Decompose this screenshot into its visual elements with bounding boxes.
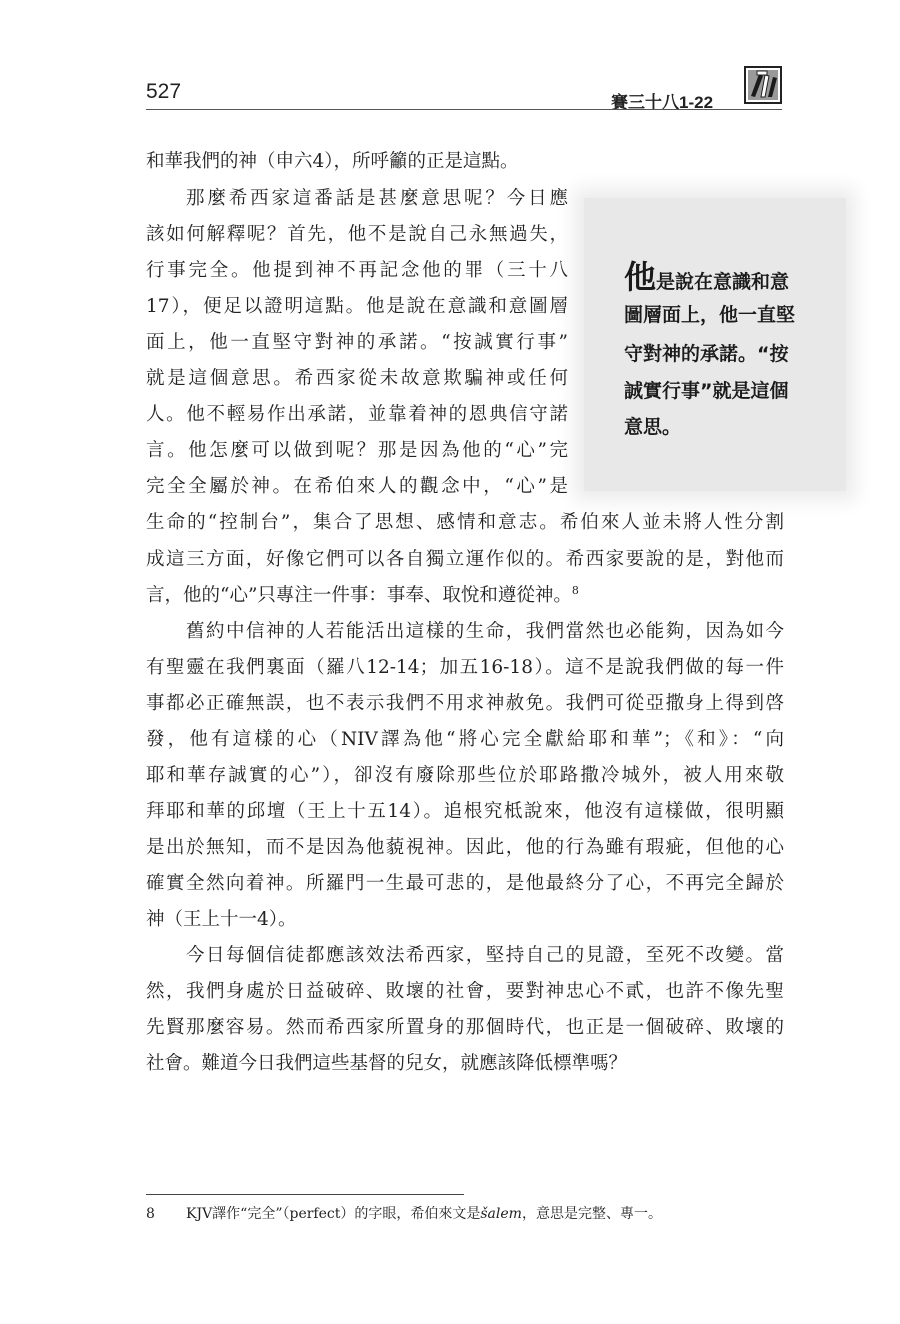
pull-quote-line: 圖層面上，他一直堅 xyxy=(624,304,796,326)
text-line: 發，他有這樣的心（NIV譯為他“將心完全獻給耶和華”；《和》：“向 xyxy=(146,729,784,750)
footnote xyxy=(146,1203,662,1223)
text-line: 人。他不輕易作出承諾，並靠着神的恩典信守諾 xyxy=(146,404,568,425)
header-rule xyxy=(146,109,782,110)
footnote-number: 8 xyxy=(146,1206,155,1222)
pull-quote-line: 誠實行事”就是這個 xyxy=(624,380,789,402)
text-line: 就是這個意思。希西家從未故意欺騙神或任何 xyxy=(146,368,568,389)
footnote-rule xyxy=(146,1194,464,1195)
text-line: 言。他怎麼可以做到呢？那是因為他的“心”完 xyxy=(146,440,568,461)
text-line: 先賢那麼容易。然而希西家所置身的那個時代，也正是一個破碎、敗壞的 xyxy=(146,1017,784,1038)
text-line: 然，我們身處於日益破碎、敗壞的社會，要對神忠心不貳，也許不像先聖 xyxy=(146,981,784,1002)
text-line: 行事完全。他提到神不再記念他的罪（三十八 xyxy=(146,260,568,281)
text-line: 神（王上十一4）。 xyxy=(146,909,297,930)
text-line: 耶和華存誠實的心”），卻沒有廢除那些位於耶路撒冷城外，被人用來敬 xyxy=(146,765,784,786)
text-line: 是出於無知，而不是因為他藐視神。因此，他的行為雖有瑕疵，但他的心 xyxy=(146,837,784,858)
text-line: 社會。難道今日我們這些基督的兒女，就應該降低標準嗎？ xyxy=(146,1053,628,1074)
text-line: 事都必正確無誤，也不表示我們不用求神赦免。我們可從亞撒身上得到啓 xyxy=(146,693,784,714)
text-line: 該如何解釋呢？首先，他不是說自己永無過失， xyxy=(146,224,568,245)
text-line: 今日每個信徒都應該效法希西家，堅持自己的見證，至死不改變。當 xyxy=(186,945,784,966)
text-line: 面上，他一直堅守對神的承諾。“按誠實行事” xyxy=(146,332,568,353)
pull-quote-dropcap: 他 xyxy=(624,258,657,296)
page-number: 527 xyxy=(146,80,182,103)
footnote-text: KJV譯作“完全”（perfect）的字眼，希伯來文是 xyxy=(186,1206,481,1222)
text-line: 和華我們的神（申六4），所呼籲的正是這點。 xyxy=(146,151,519,172)
text-line: 完全全屬於神。在希伯來人的觀念中，“心”是 xyxy=(146,476,568,497)
text-line: 舊約中信神的人若能活出這樣的生命，我們當然也必能夠，因為如今 xyxy=(186,621,784,642)
footnote-ref[interactable]: 8 xyxy=(571,583,579,597)
text-line: 確實全然向着神。所羅門一生最可悲的，是他最終分了心，不再完全歸於 xyxy=(146,873,784,894)
pull-quote-line: 意思。 xyxy=(624,416,682,438)
pull-quote-line: 他是說在意識和意 xyxy=(624,258,790,296)
text-line: 有聖靈在我們裏面（羅八12-14；加五16-18）。這不是說我們做的每一件 xyxy=(146,657,784,678)
text-line: 拜耶和華的邱壇（王上十五14）。追根究柢說來，他沒有這樣做，很明顯 xyxy=(146,801,784,822)
text-line: 17），便足以證明這點。他是說在意識和意圖層 xyxy=(146,296,568,317)
text-line: 生命的“控制台”，集合了思想、感情和意志。希伯來人並未將人性分割 xyxy=(146,512,784,533)
pull-quote-line: 守對神的承諾。“按 xyxy=(624,343,789,365)
footnote-text-end: ，意思是完整、專一。 xyxy=(521,1206,662,1222)
footnote-transliteration: šalem xyxy=(480,1206,522,1222)
text-line: 言，他的“心”只專注一件事：事奉、取悅和遵從神。$^8$ xyxy=(146,583,579,606)
text-line: 成這三方面，好像它們可以各自獨立運作似的。希西家要說的是，對他而 xyxy=(146,549,784,570)
text-line: 那麼希西家這番話是甚麼意思呢？今日應 xyxy=(186,188,568,209)
running-head: 賽三十八1-22 xyxy=(611,93,714,112)
book-tools-icon xyxy=(744,66,782,104)
